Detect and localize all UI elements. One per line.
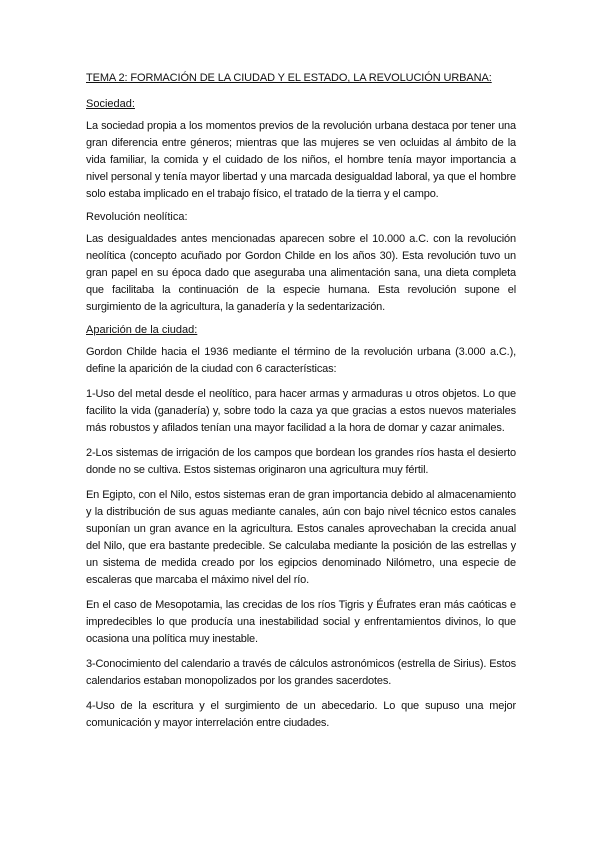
section-heading-sociedad: Sociedad:	[86, 98, 135, 110]
paragraph: En el caso de Mesopotamia, las crecidas de los ríos Tigris y Éufrates eran más caóticas e impredecibles lo que producía una inestabilidad social y enfrentamientos divinos, lo que ocasiona una política muy inestable.	[86, 599, 516, 645]
section-heading-aparicion-ciudad: Aparición de la ciudad:	[86, 324, 198, 336]
paragraph: 4-Uso de la escritura y el surgimiento de un abecedario. Lo que supuso una mejor comunicación y mayor interrelación entre ciudades.	[86, 700, 516, 729]
paragraph: Gordon Childe hacia el 1936 mediante el término de la revolución urbana (3.000 a.C.), define la aparición de la ciudad con 6 características:	[86, 346, 516, 375]
paragraph: Las desigualdades antes mencionadas aparecen sobre el 10.000 a.C. con la revolución neolítica (concepto acuñado por Gordon Childe en los años 30). Esta revolución tuvo un gran papel en su época dado que aseguraba una alimentación sana, una dieta completa que facilitaba la continuación de la especie humana. Esta revolución supone el surgimiento de la agricultura, la ganadería y la sedentarización.	[86, 233, 516, 313]
paragraph: En Egipto, con el Nilo, estos sistemas eran de gran importancia debido al almacenamiento y la distribución de sus aguas mediante canales, aún con bajo nivel técnico estos canales suponían un gran avance en la agricultura. Estos canales aprovechaban la crecida anual del Nilo, que era bastante predecible. Se calculaba mediante la posición de las estrellas y un sistema de medida creado por los egipcios denominado Nilómetro, una especie de escaleras que marcaba el máximo nivel del río.	[86, 489, 516, 586]
paragraph: 1-Uso del metal desde el neolítico, para hacer armas y armaduras u otros objetos. Lo que facilito la vida (ganadería) y, sobre todo la caza ya que gracias a estos nuevos materiales más robustos y afilados tenían una mayor facilidad a la hora de domar y cazar animales.	[86, 388, 516, 434]
paragraph: La sociedad propia a los momentos previos de la revolución urbana destaca por tener una gran diferencia entre géneros; mientras que las mujeres se ven ocluidas al ámbito de la vida familiar, la comida y el cuidado de los niños, el hombre tenía mayor importancia a nivel personal y tenía mayor libertad y una marcada desigualdad laboral, ya que el hombre solo estaba implicado en el trabajo físico, el tratado de la tierra y el campo.	[86, 120, 516, 200]
document-title: TEMA 2: FORMACIÓN DE LA CIUDAD Y EL ESTADO, LA REVOLUCIÓN URBANA:	[86, 72, 492, 84]
paragraph: 3-Conocimiento del calendario a través de cálculos astronómicos (estrella de Sirius). Estos calendarios estaban monopolizados por los grandes sacerdotes.	[86, 658, 516, 687]
section-heading-revolucion-neolitica: Revolución neolítica:	[86, 211, 188, 223]
paragraph: 2-Los sistemas de irrigación de los campos que bordean los grandes ríos hasta el desierto donde no se cultiva. Estos sistemas originaron una agricultura muy fértil.	[86, 447, 516, 476]
